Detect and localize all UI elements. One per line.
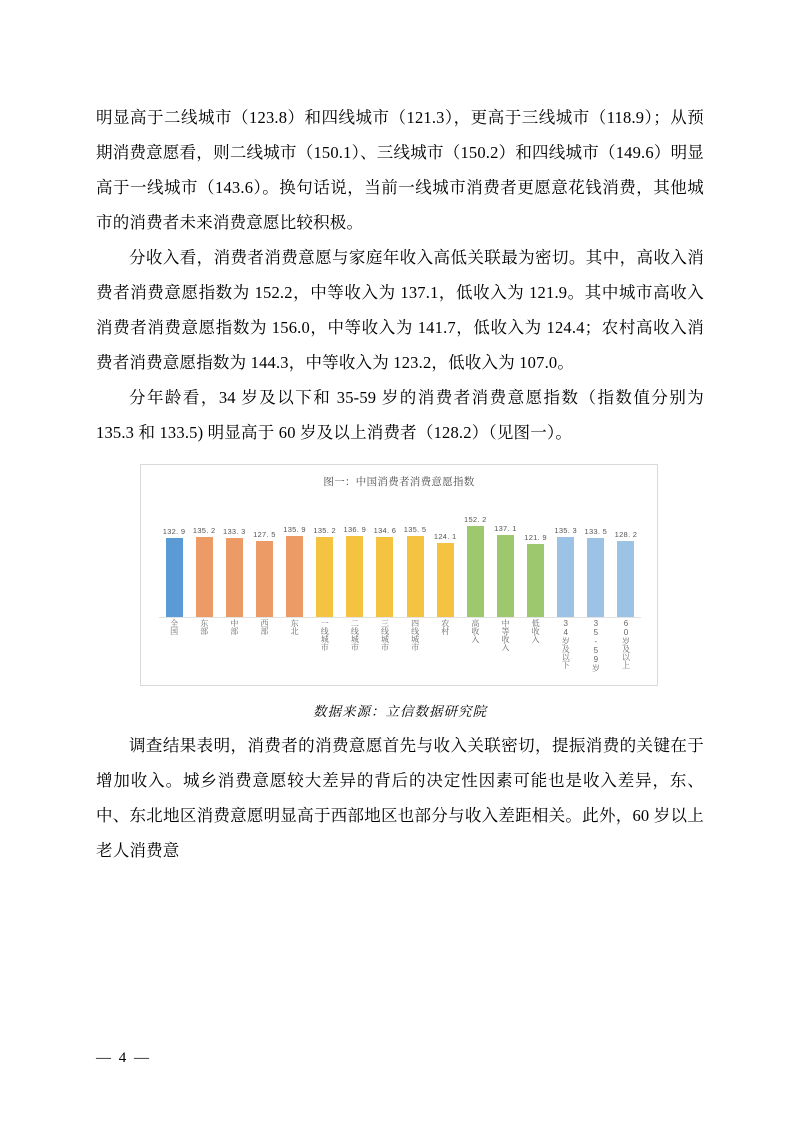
chart-category-label-cell	[370, 619, 400, 679]
chart-category-label: 东北	[290, 619, 300, 635]
chart-category-label: 中部	[229, 619, 239, 635]
chart-bar-column	[310, 495, 340, 617]
chart-bar-value: 136. 9	[343, 525, 367, 534]
chart-bar	[166, 538, 183, 617]
chart-bar-column	[219, 495, 249, 617]
paragraph-2: 分收入看，消费者消费意愿与家庭年收入高低关联最为密切。其中，高收入消费者消费意愿指数为 152.2，中等收入为 137.1，低收入为 121.9。其中城市高收入消费者消费意愿指数为 156.0，中等收入为 141.7，低收入为 124.4；农村高收入消费者消费意愿指数为 144.3，中等收入为 123.2，低收入为 107.0。	[96, 248, 704, 372]
chart-category-label: 34岁及以下	[561, 619, 571, 669]
chart-category-label: 二线城市	[350, 619, 360, 651]
chart-bar-column	[551, 495, 581, 617]
chart-category-label: 农村	[440, 619, 450, 635]
chart-bar-column	[340, 495, 370, 617]
chart-category-label-cell	[490, 619, 520, 679]
chart-category-label-cell	[521, 619, 551, 679]
chart-bar-value: 152. 2	[463, 515, 487, 524]
chart-category-label-cell	[189, 619, 219, 679]
chart-bar-value: 134. 6	[373, 526, 397, 535]
paragraph-4: 调查结果表明，消费者的消费意愿首先与收入关联密切，提振消费的关键在于增加收入。城乡消费意愿较大差异的背后的决定性因素可能也是收入差异，东、中、东北地区消费意愿明显高于西部地区也部分与收入差距相关。此外，60 岁以上老人消费意	[96, 736, 704, 860]
chart-bar-value: 135. 9	[283, 525, 306, 534]
chart-category-label-cell	[340, 619, 370, 679]
chart-category-label-cell	[159, 619, 189, 679]
chart-bar-column	[490, 495, 520, 617]
chart-bar	[316, 537, 333, 617]
chart-bar	[437, 543, 454, 617]
chart-category-label-cell	[310, 619, 340, 679]
page-content	[96, 100, 704, 868]
chart-bar-value: 128. 2	[614, 530, 638, 539]
chart-container	[140, 464, 658, 686]
chart-category-label: 东部	[199, 619, 209, 635]
chart-category-label: 35-59岁	[591, 619, 601, 672]
chart-bar	[587, 538, 604, 617]
chart-category-label-cell	[611, 619, 641, 679]
chart-bar-column	[581, 495, 611, 617]
chart-category-labels	[159, 619, 641, 679]
chart-bar	[286, 536, 303, 617]
chart-category-label: 低收入	[531, 619, 541, 643]
chart-source-note: 数据来源：立信数据研究院	[313, 704, 487, 719]
chart-bar-value: 124. 1	[433, 532, 457, 541]
chart-category-label: 60岁及以上	[621, 619, 631, 669]
chart-bar-value: 135. 2	[192, 526, 216, 535]
chart-bar	[527, 544, 544, 617]
chart-category-label: 高收入	[470, 619, 480, 643]
chart-bar-value: 132. 9	[162, 527, 186, 536]
chart-category-label: 一线城市	[320, 619, 330, 651]
chart-x-axis	[159, 617, 641, 618]
chart-bar-value: 135. 2	[313, 526, 337, 535]
chart-category-label-cell	[460, 619, 490, 679]
chart-bar-column	[400, 495, 430, 617]
chart-category-label: 西部	[259, 619, 269, 635]
chart-category-label: 四线城市	[410, 619, 420, 651]
chart-bar-column	[430, 495, 460, 617]
chart-bar	[376, 537, 393, 617]
chart-bar	[407, 536, 424, 617]
chart-category-label-cell	[219, 619, 249, 679]
chart-category-label: 全国	[169, 619, 179, 635]
chart-figure	[140, 464, 660, 720]
chart-bar-value: 121. 9	[524, 533, 547, 542]
chart-category-label-cell	[581, 619, 611, 679]
chart-bar-value: 127. 5	[253, 530, 276, 539]
chart-category-label-cell	[280, 619, 310, 679]
chart-bar	[196, 537, 213, 617]
chart-bar	[256, 541, 273, 617]
chart-category-label-cell	[249, 619, 279, 679]
chart-bar	[497, 535, 514, 617]
paragraph-1: 明显高于二线城市（123.8）和四线城市（121.3），更高于三线城市（118.9）；从预期消费意愿看，则二线城市（150.1）、三线城市（150.2）和四线城市（149.6）明显高于一线城市（143.6）。换句话说，当前一线城市消费者更愿意花钱消费，其他城市的消费者未来消费意愿比较积极。	[96, 108, 704, 232]
chart-category-label-cell	[430, 619, 460, 679]
chart-bar-value: 135. 5	[403, 525, 427, 534]
chart-bar-value: 133. 3	[222, 527, 246, 536]
chart-category-label-cell	[551, 619, 581, 679]
paragraph-3: 分年龄看，34 岁及以下和 35-59 岁的消费者消费意愿指数（指数值分别为 135.3 和 133.5) 明显高于 60 岁及以上消费者（128.2）（见图一）。	[96, 388, 704, 442]
chart-bar-column	[159, 495, 189, 617]
chart-bar	[557, 537, 574, 617]
chart-bar-column	[189, 495, 219, 617]
chart-category-label: 三线城市	[380, 619, 390, 651]
chart-bar	[226, 538, 243, 617]
chart-title: 图一：中国消费者消费意愿指数	[323, 476, 475, 488]
chart-category-label: 中等收入	[500, 619, 510, 651]
chart-bar-value: 137. 1	[494, 524, 517, 533]
chart-bar	[617, 541, 634, 617]
chart-bar-column	[521, 495, 551, 617]
page-number: — 4 —	[96, 1050, 151, 1066]
chart-bar-column	[249, 495, 279, 617]
chart-bar-column	[280, 495, 310, 617]
chart-bar-value: 133. 5	[584, 527, 608, 536]
chart-bar-column	[370, 495, 400, 617]
chart-bar-column	[460, 495, 490, 617]
chart-category-label-cell	[400, 619, 430, 679]
chart-bar	[346, 536, 363, 617]
chart-bar	[467, 526, 484, 617]
chart-bar-column	[611, 495, 641, 617]
chart-bars	[159, 495, 641, 617]
chart-plot-area	[159, 495, 641, 677]
chart-bar-value: 135. 3	[554, 526, 578, 535]
